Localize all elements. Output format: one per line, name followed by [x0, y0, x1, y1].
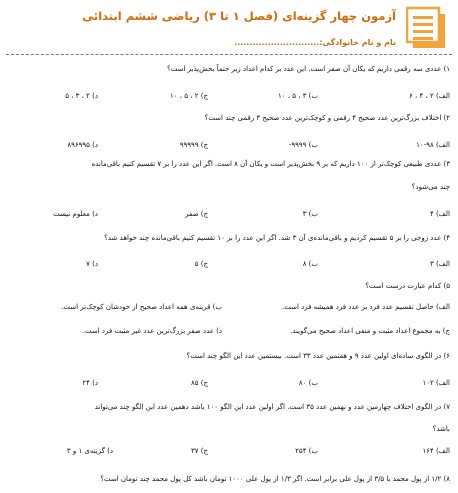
q1-option-d[interactable]: د) ۲ ، ۳ ، ۵ [65, 92, 98, 100]
question-2-text: ۲) اختلاف بزرگ‌ترین عدد صحیح ۴ رقمی و کوچک‌ترین عدد صحیح ۳ رقمی چند است؟ [204, 114, 450, 122]
question-5-text: ۵) کدام عبارت درست است؟ [365, 282, 450, 290]
exam-title: آزمون چهار گزینه‌ای (فصل ۱ تا ۳) ریاضی ششم ابتدائی [82, 9, 396, 23]
q7-option-c[interactable]: ج) ۳۷ [190, 447, 208, 455]
question-4-text: ۴) عدد زوجی را بر ۵ تقسیم کردیم و باقی‌مانده‌ی آن ۳ شد. اگر این عدد را بر ۱۰ تقسیم کنیم باقی‌مانده چند خواهد شد؟ [104, 234, 450, 242]
question-3-text-line-2: چند می‌شود؟ [411, 183, 450, 191]
q1-option-a[interactable]: الف) ۲ ، ۴ ، ۶ [408, 92, 450, 100]
q5-option-c[interactable]: ج) به مجموع اعداد مثبت و منفی اعداد صحیح می‌گویند. [290, 327, 450, 335]
question-3-text-line-1: ۳) عددی طبیعی کوچک‌تر از ۱۰۰ داریم که بر ۹ بخش‌پذیر است و یکان آن ۸ است. اگر این عدد را بر ۷ تقسیم کنیم باقی‌مانده [91, 160, 450, 168]
q3-option-d[interactable]: د) معلوم نیست [53, 210, 98, 218]
q2-option-a[interactable]: الف) ۹۸-۱۰ [416, 141, 450, 149]
q6-option-d[interactable]: د) ۲۴ [82, 379, 98, 387]
q2-option-b[interactable]: ب) ۹۹۹۹- [288, 141, 318, 149]
q7-option-d[interactable]: د) گزینه‌ی ۱ و ۳ [66, 447, 113, 455]
q6-option-c[interactable]: ج) ۸۵ [190, 379, 208, 387]
q4-option-d[interactable]: د) ۷ [86, 260, 98, 268]
q3-option-c[interactable]: ج) صفر [185, 210, 208, 218]
q7-option-b[interactable]: ب) ۲۵۴ [295, 447, 318, 455]
q2-option-d[interactable]: د) ۸۹۶۹۹۵ [67, 141, 98, 149]
q1-option-b[interactable]: ب) ۳ ، ۵ ، ۱۰ [277, 92, 318, 100]
q3-option-a[interactable]: الف) ۴ [429, 210, 450, 218]
q7-option-a[interactable]: الف) ۱۶۴ [422, 447, 450, 455]
document-logo-icon [406, 6, 452, 52]
question-7-text-line-1: ۷) در الگوی اختلاف چهارمین عدد و نهمین عدد ۳۵ است. اگر اولین عدد این الگو ۱۰۰ باشد دهمین عدد این الگو چند می‌تواند [94, 403, 450, 411]
q3-option-b[interactable]: ب) ۳ [302, 210, 318, 218]
question-8-text: ۸) ۱/۲ از پول محمد با ۳/۵ از پول علی برابر است. اگر ۱/۳ از پول علی ۱۰۰۰ تومان باشد کل پول محمد چند تومان است؟ [100, 475, 450, 483]
q5-option-b[interactable]: ب) قرینه‌ی همه اعداد صحیح از خودشان کوچک‌تر است. [61, 303, 222, 311]
q5-option-a[interactable]: الف) حاصل تقسیم عدد فرد بر عدد فرد همیشه فرد است. [282, 303, 450, 311]
q2-option-c[interactable]: ج) ۹۹۹۹۹ [179, 141, 208, 149]
q1-option-c[interactable]: ج) ۲ ، ۵ ، ۱۰ [170, 92, 208, 100]
student-name-label: نام و نام خانوادگی:............................ [234, 38, 396, 47]
q4-option-c[interactable]: ج) ۵ [194, 260, 208, 268]
q4-option-b[interactable]: ب) ۸ [302, 260, 318, 268]
question-1-text: ۱) عددی سه رقمی داریم که یکان آن صفر است. این عدد بر کدام اعداد زیر حتماً بخش‌پذیر است؟ [167, 65, 450, 73]
q6-option-a[interactable]: الف) ۱۰۲ [422, 379, 450, 387]
q6-option-b[interactable]: ب) ۸۰ [298, 379, 318, 387]
q5-option-d[interactable]: د) عدد صفر بزرگ‌ترین عدد غیر مثبت فرد است. [82, 327, 222, 335]
question-7-text-line-2: باشد؟ [432, 425, 450, 433]
q4-option-a[interactable]: الف) ۳ [429, 260, 450, 268]
question-6-text: ۶) در الگوی ساده‌ای اولین عدد ۹ و هفتمین عدد ۳۳ است. بیستمین عدد این الگو چند است؟ [186, 352, 450, 360]
header-divider [6, 54, 452, 55]
